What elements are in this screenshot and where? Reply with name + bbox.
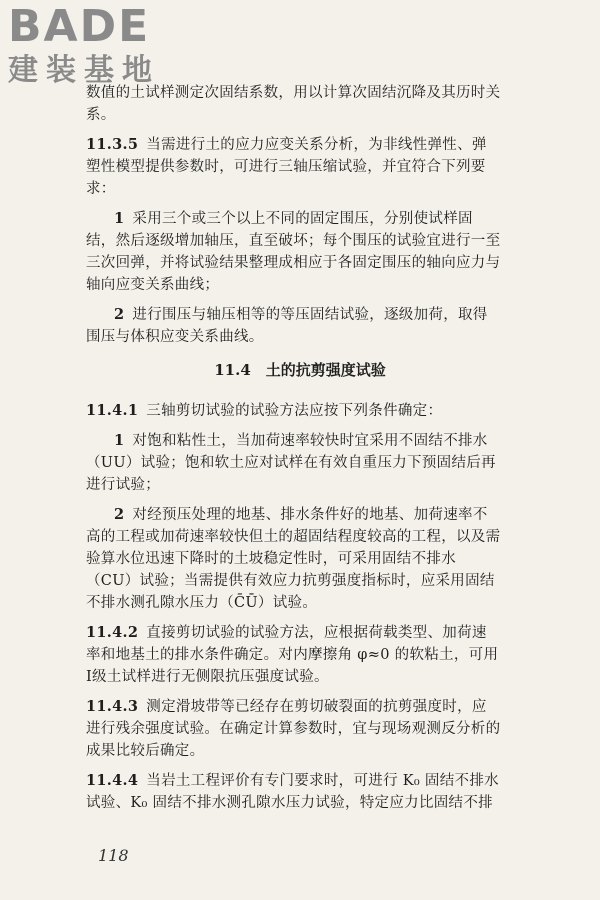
clause-number: 11.3.5: [86, 136, 139, 153]
line-text: （CU）试验；当需提供有效应力抗剪强度指标时，应采用固结: [86, 573, 495, 589]
clause-paragraph: [86, 770, 514, 814]
watermark-subtitle: 建装基地: [8, 53, 160, 88]
text-line: [86, 104, 514, 126]
watermark-brand: BADE: [8, 1, 151, 52]
text-line: [86, 82, 514, 104]
list-item-paragraph: [86, 504, 514, 614]
line-text: 当岩土工程评价有专门要求时，可进行 K₀ 固结不排水: [146, 773, 499, 789]
clause-paragraph: [86, 696, 514, 762]
text-line: [86, 526, 514, 548]
line-text: 数值的土试样测定次固结系数，用以计算次固结沉降及其历时关: [86, 85, 501, 101]
line-text: 进行试验；: [86, 477, 160, 493]
clause-paragraph: [86, 622, 514, 688]
section-heading: 11.4 土的抗剪强度试验: [214, 361, 386, 379]
text-line: [86, 592, 514, 614]
text-line: [86, 770, 514, 792]
text-line: [86, 792, 514, 814]
line-text: 进行围压与轴压相等的等压固结试验，逐级加荷，取得: [132, 307, 488, 323]
line-text: 试验、K₀ 固结不排水测孔隙水压力试验，特定应力比固结不排: [86, 795, 493, 811]
text-line: [86, 740, 514, 762]
text-line: [86, 666, 514, 688]
item-number: 2: [114, 306, 125, 323]
line-text: 采用三个或三个以上不同的固定围压，分别使试样固: [132, 211, 473, 227]
text-line: [86, 178, 514, 200]
line-text: 对饱和粘性土，当加荷速率较快时宜采用不固结不排水: [132, 433, 488, 449]
line-text: 成果比较后确定。: [86, 743, 205, 759]
item-number: 2: [114, 506, 125, 523]
item-number: 1: [114, 210, 125, 227]
list-item-paragraph: [86, 430, 514, 496]
list-item-paragraph: [86, 304, 514, 348]
text-line: [86, 156, 514, 178]
line-text: 当需进行土的应力应变关系分析，为非线性弹性、弹: [146, 137, 487, 153]
line-text: 不排水测孔隙水压力（C̄Ū）试验。: [86, 595, 318, 611]
text-line: [86, 304, 514, 326]
text-line: [86, 474, 514, 496]
line-text: 高的工程或加荷速率较快但土的超固结程度较高的工程，以及需: [86, 529, 501, 545]
page-number: 118: [98, 846, 129, 865]
line-text: 对经预压处理的地基、排水条件好的地基、加荷速率不: [132, 507, 488, 523]
line-text: （UU）试验；饱和软土应对试样在有效自重压力下预固结后再: [86, 455, 496, 471]
text-line: [86, 326, 514, 348]
line-text: 轴向应变关系曲线；: [86, 277, 220, 293]
text-line: [86, 718, 514, 740]
clause-number: 11.4.2: [86, 624, 139, 641]
watermark-logo: [8, 1, 160, 88]
line-text: Ⅰ级土试样进行无侧限抗压强度试验。: [86, 669, 329, 685]
text-line: [86, 622, 514, 644]
text-line: [86, 452, 514, 474]
text-line: [86, 134, 514, 156]
text-line: [86, 548, 514, 570]
line-text: 三次回弹，并将试验结果整理成相应于各固定围压的轴向应力与: [86, 255, 501, 271]
line-text: 直接剪切试验的试验方法，应根据荷载类型、加荷速: [146, 625, 487, 641]
line-text: 验算水位迅速下降时的土坡稳定性时，可采用固结不排水: [86, 551, 456, 567]
text-line: [86, 696, 514, 718]
text-line: [86, 430, 514, 452]
clause-paragraph: [86, 400, 514, 422]
text-line: [86, 274, 514, 296]
document-body: [86, 82, 514, 814]
clause-number: 11.4.1: [86, 402, 139, 419]
line-text: 三轴剪切试验的试验方法应按下列条件确定：: [146, 403, 443, 419]
list-item-paragraph: [86, 208, 514, 296]
clause-paragraph: [86, 134, 514, 200]
text-line: [86, 230, 514, 252]
text-line: [86, 570, 514, 592]
text-line: [86, 400, 514, 422]
line-text: 结，然后逐级增加轴压，直至破坏；每个围压的试验宜进行一至: [86, 233, 501, 249]
text-line: [86, 208, 514, 230]
clause-number: 11.4.4: [86, 772, 139, 789]
line-text: 求：: [86, 181, 116, 197]
text-line: [86, 252, 514, 274]
item-number: 1: [114, 432, 125, 449]
paragraph: [86, 82, 514, 126]
line-text: 系。: [86, 107, 116, 123]
line-text: 塑性模型提供参数时，可进行三轴压缩试验，并宜符合下列要: [86, 159, 486, 175]
line-text: 进行残余强度试验。在确定计算参数时，宜与现场观测反分析的: [86, 721, 501, 737]
line-text: 率和地基土的排水条件确定。对内摩擦角 φ≈0 的软粘土，可用: [86, 647, 499, 663]
text-line: [86, 644, 514, 666]
text-line: [86, 504, 514, 526]
line-text: 测定滑坡带等已经存在剪切破裂面的抗剪强度时，应: [146, 699, 487, 715]
line-text: 围压与体积应变关系曲线。: [86, 329, 264, 345]
clause-number: 11.4.3: [86, 698, 139, 715]
